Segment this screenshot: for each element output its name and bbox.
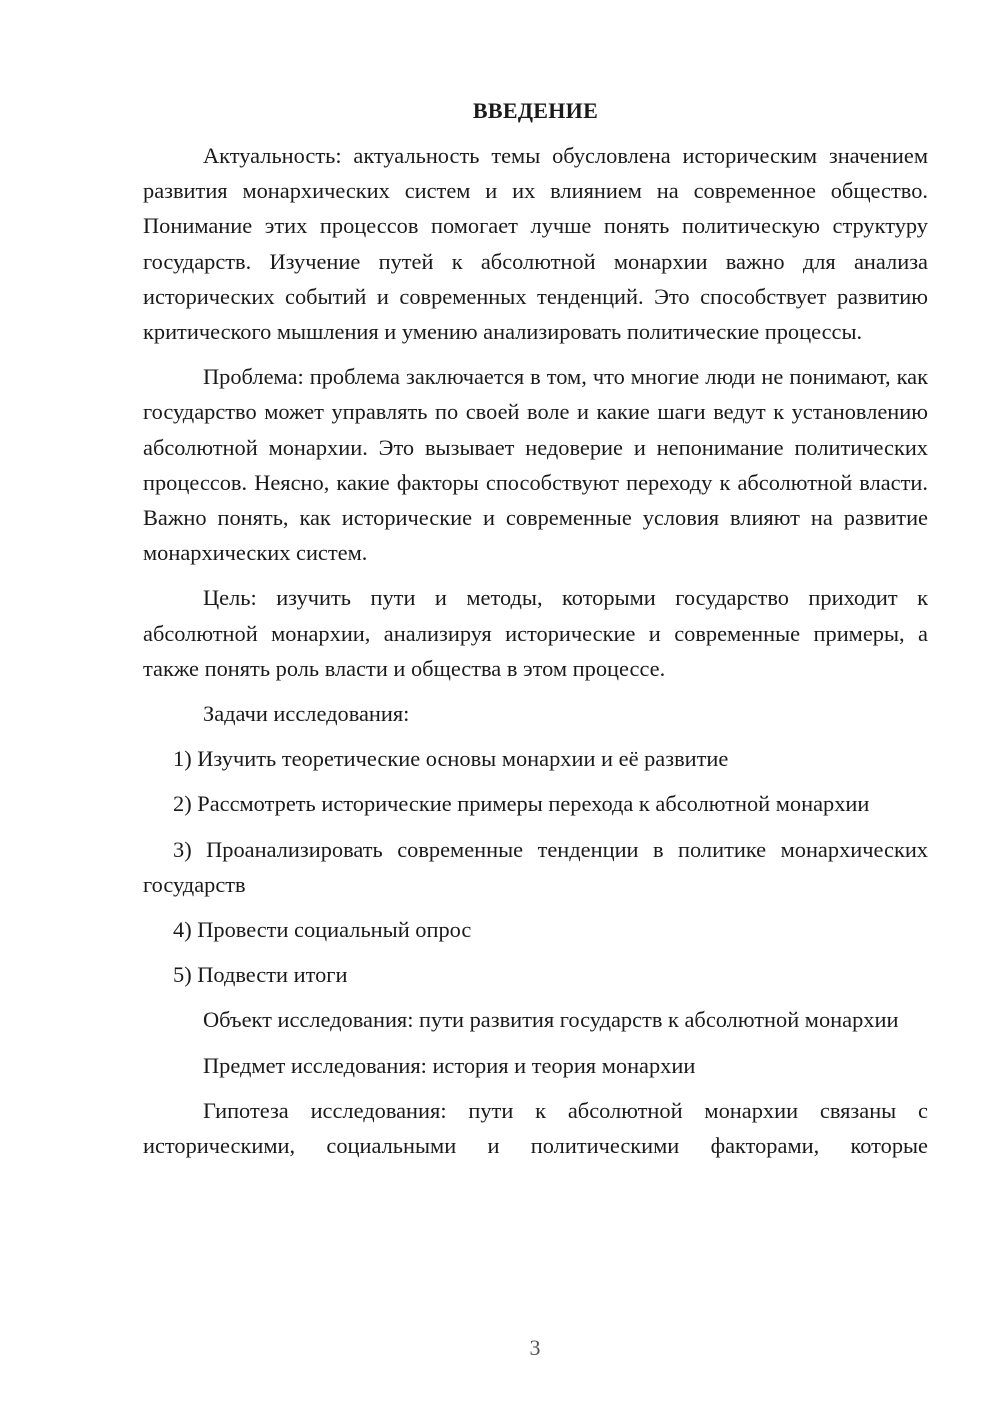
paragraph-subject: Предмет исследования: история и теория монархии	[203, 1052, 696, 1078]
task-item: 1) Изучить теоретические основы монархии и её развитие	[173, 746, 729, 772]
task-item: 2) Рассмотреть исторические примеры перехода к абсолютной монархии	[173, 791, 870, 817]
paragraph-problem: Проблема: проблема заключается в том, что многие люди не понимают, как государство может управлять по своей воле и какие шаги ведут к установлению абсолютной монархии. Это вызывает недоверие и непонимание политических процессов. Неясно, какие факторы способствуют переходу к абсолютной власти. Важно понять, как исторические и современные условия влияют на развитие монархических систем.	[143, 364, 928, 566]
page-title: ВВЕДЕНИЕ	[472, 98, 599, 123]
paragraph-tasks-heading: Задачи исследования:	[203, 701, 410, 727]
task-item: 3) Проанализировать современные тенденции в политике монархических государств	[143, 836, 928, 897]
task-item: 4) Провести социальный опрос	[173, 917, 472, 943]
paragraph-relevance: Актуальность: актуальность темы обусловлена историческим значением развития монархических систем и их влиянием на современное общество. Понимание этих процессов помогает лучше понять политическую структуру государств. Изучение путей к абсолютной монархии важно для анализа исторических событий и современных тенденций. Это способствует развитию критического мышления и умению анализировать политические процессы.	[143, 143, 928, 345]
paragraph-object: Объект исследования: пути развития государств к абсолютной монархии	[203, 1007, 899, 1033]
task-item: 5) Подвести итоги	[173, 962, 348, 988]
page-number: 3	[529, 1335, 541, 1360]
document-page	[143, 96, 928, 1173]
paragraph-goal: Цель: изучить пути и методы, которыми государство приходит к абсолютной монархии, анализируя исторические и современные примеры, а также понять роль власти и общества в этом процессе.	[143, 585, 928, 681]
paragraph-hypothesis: Гипотеза исследования: пути к абсолютной монархии связаны с историческими, социальными и политическими факторами, которые	[143, 1097, 928, 1159]
